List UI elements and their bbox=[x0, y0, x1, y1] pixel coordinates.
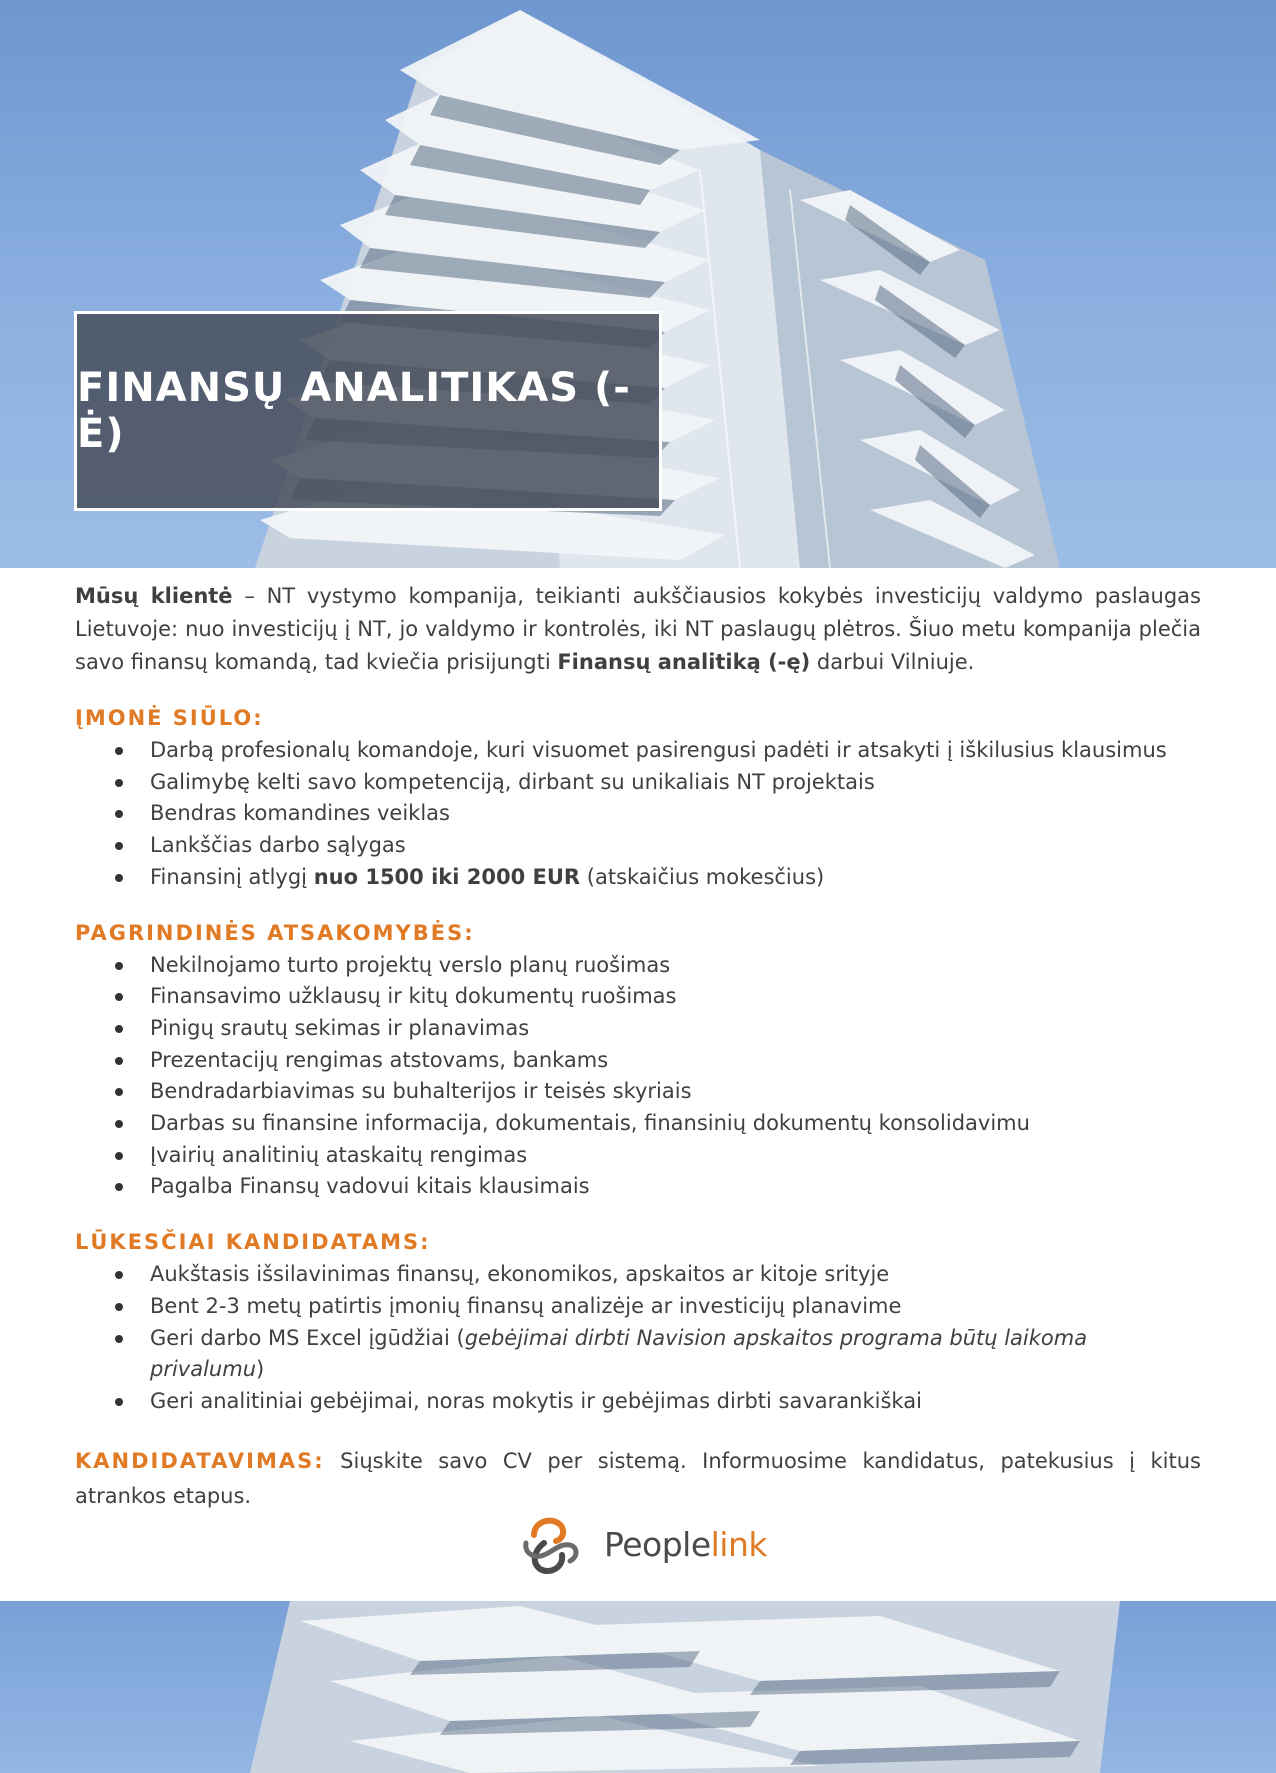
apply-text: Siųskite savo CV per sistemą. Informuosime kandidatus, patekusius į kitus atrankos etapus. bbox=[75, 1448, 1201, 1508]
logo-link: link bbox=[710, 1524, 768, 1564]
excel-prefix: Geri darbo MS Excel įgūdžiai ( bbox=[150, 1325, 465, 1350]
list-item: Galimybę kelti savo kompetenciją, dirbant su unikaliais NT projektais bbox=[75, 767, 1201, 799]
hero-image bbox=[0, 0, 1276, 568]
excel-suffix: ) bbox=[256, 1357, 265, 1382]
responsibilities-list bbox=[75, 950, 1201, 1204]
excel-italic: gebėjimai dirbti Navision apskaitos programa būtų laikoma privalumu bbox=[150, 1325, 1088, 1382]
peoplelink-logo bbox=[520, 1510, 767, 1578]
page-title: FINANSŲ ANALITIKAS (-Ė) bbox=[77, 365, 631, 457]
title-box bbox=[74, 311, 662, 511]
salary-item bbox=[75, 862, 1201, 894]
list-item: Pagalba Finansų vadovui kitais klausimais bbox=[75, 1171, 1201, 1203]
salary-prefix: Finansinį atlygį bbox=[150, 864, 314, 889]
list-item: Bendras komandines veiklas bbox=[75, 798, 1201, 830]
expectations-list bbox=[75, 1259, 1201, 1418]
footer-image bbox=[0, 1601, 1276, 1773]
list-item: Pinigų srautų sekimas ir planavimas bbox=[75, 1013, 1201, 1045]
list-item: Darbas su finansine informacija, dokumentais, finansinių dokumentų konsolidavimu bbox=[75, 1108, 1201, 1140]
job-description bbox=[75, 580, 1201, 1514]
apply-paragraph bbox=[75, 1444, 1201, 1514]
salary-amount: nuo 1500 iki 2000 EUR bbox=[313, 864, 581, 889]
list-item: Darbą profesionalų komandoje, kuri visuomet pasirengusi padėti ir atsakyti į iškilusius klausimus bbox=[75, 735, 1201, 767]
expectations-heading: LŪKESČIAI KANDIDATAMS: bbox=[75, 1230, 431, 1255]
offer-list bbox=[75, 735, 1201, 894]
list-item: Aukštasis išsilavinimas finansų, ekonomikos, apskaitos ar kitoje srityje bbox=[75, 1259, 1201, 1291]
list-item: Lankščias darbo sąlygas bbox=[75, 830, 1201, 862]
logo-wordmark bbox=[604, 1525, 767, 1564]
offer-heading: ĮMONĖ SIŪLO: bbox=[75, 706, 264, 730]
excel-item bbox=[75, 1323, 1201, 1386]
intro-lead: Mūsų klientė bbox=[75, 584, 233, 608]
peoplelink-logo-icon bbox=[520, 1513, 580, 1575]
list-item: Prezentacijų rengimas atstovams, bankams bbox=[75, 1045, 1201, 1077]
list-item: Bendradarbiavimas su buhalterijos ir teisės skyriais bbox=[75, 1076, 1201, 1108]
apply-label: KANDIDATAVIMAS: bbox=[75, 1448, 325, 1473]
list-item: Įvairių analitinių ataskaitų rengimas bbox=[75, 1140, 1201, 1172]
intro-paragraph bbox=[75, 580, 1201, 679]
salary-suffix: (atskaičius mokesčius) bbox=[580, 864, 825, 889]
list-item: Finansavimo užklausų ir kitų dokumentų ruošimas bbox=[75, 981, 1201, 1013]
list-item: Nekilnojamo turto projektų verslo planų ruošimas bbox=[75, 950, 1201, 982]
intro-text-1: – NT vystymo kompanija, teikianti aukščiausios kokybės investicijų valdymo paslaugas Lietuvoje: nuo investicijų į NT, jo valdymo ir kontrolės, iki NT paslaugų plėtros. Šiuo metu kompanija plečia savo finansų komandą, tad kviečia prisijungti bbox=[75, 584, 1201, 674]
logo-people: People bbox=[604, 1524, 711, 1564]
intro-role: Finansų analitiką (-ę) bbox=[557, 650, 811, 674]
intro-text-2: darbui Vilniuje. bbox=[810, 650, 975, 674]
footer-building-illustration bbox=[0, 1601, 1276, 1773]
list-item: Geri analitiniai gebėjimai, noras mokytis ir gebėjimas dirbti savarankiškai bbox=[75, 1386, 1201, 1418]
responsibilities-heading: PAGRINDINĖS ATSAKOMYBĖS: bbox=[75, 920, 475, 945]
list-item: Bent 2-3 metų patirtis įmonių finansų analizėje ar investicijų planavime bbox=[75, 1291, 1201, 1323]
